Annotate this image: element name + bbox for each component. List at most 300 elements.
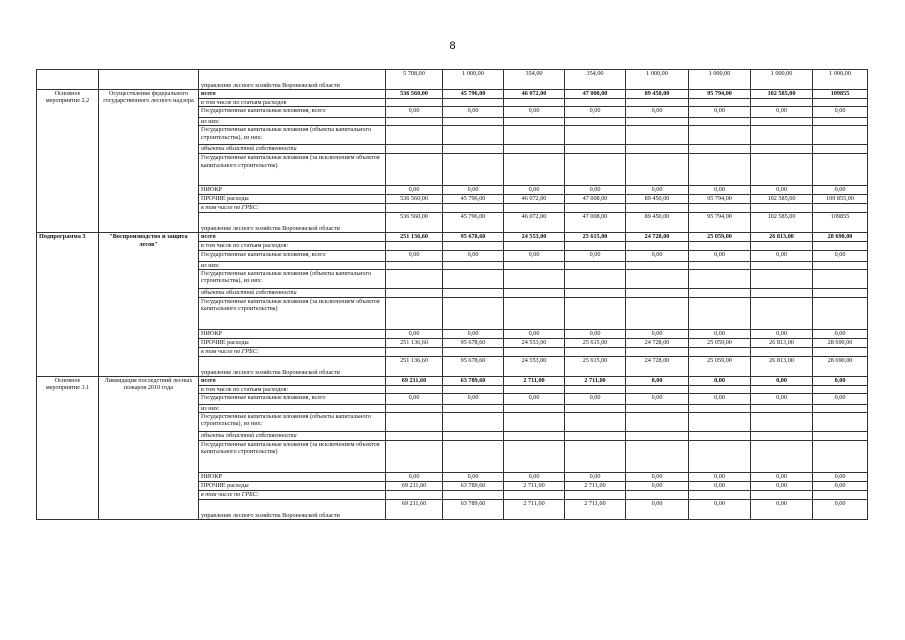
value-cell	[504, 242, 565, 250]
value-cell: 0,00	[386, 394, 443, 405]
value-cell: 95 794,00	[689, 195, 751, 204]
value-cell	[565, 347, 626, 356]
value-cell: 0,00	[504, 329, 565, 338]
value-cell: 25 615,00	[565, 233, 626, 242]
value-cell	[689, 347, 751, 356]
row-label: НИОКР	[199, 329, 386, 338]
value-cell	[565, 126, 626, 145]
value-cell: 2 711,00	[504, 500, 565, 520]
value-cell	[813, 154, 868, 186]
value-cell: 46 072,00	[504, 90, 565, 99]
value-cell: 0,00	[813, 482, 868, 491]
value-cell: 0,00	[813, 500, 868, 520]
value-cell	[689, 204, 751, 213]
value-cell	[504, 145, 565, 154]
value-cell	[386, 204, 443, 213]
value-cell	[565, 242, 626, 250]
value-cell: 0,00	[626, 376, 689, 385]
value-cell	[565, 385, 626, 393]
value-cell	[689, 154, 751, 186]
row-label: в том числе по ГРБС:	[199, 204, 386, 213]
row-label: из них:	[199, 261, 386, 269]
value-cell: 0,00	[751, 482, 813, 491]
value-cell: 536 560,00	[386, 213, 443, 233]
row-label: Государственные капитальные вложения (за исключением объектов капитального строительства)	[199, 297, 386, 329]
value-cell: 0,00	[626, 329, 689, 338]
value-cell: 0,00	[386, 186, 443, 195]
value-cell: 45 796,00	[443, 213, 504, 233]
value-cell: 95 794,00	[689, 213, 751, 233]
value-cell: 24 728,00	[626, 338, 689, 347]
value-cell: 0,00	[386, 107, 443, 118]
row-label: в том числе по ГРБС:	[199, 491, 386, 500]
value-cell	[565, 297, 626, 329]
value-cell: 24 553,00	[504, 338, 565, 347]
value-cell	[626, 347, 689, 356]
value-cell: 2 711,00	[565, 482, 626, 491]
value-cell	[443, 347, 504, 356]
value-cell	[504, 126, 565, 145]
value-cell: 95 678,60	[443, 233, 504, 242]
value-cell: 1 000,00	[443, 70, 504, 90]
value-cell	[689, 242, 751, 250]
value-cell: 0,00	[504, 250, 565, 261]
value-cell	[626, 261, 689, 269]
value-cell: 5 708,00	[386, 70, 443, 90]
value-cell: 354,00	[504, 70, 565, 90]
value-cell	[626, 288, 689, 297]
value-cell: 69 211,60	[386, 482, 443, 491]
value-cell	[813, 413, 868, 432]
value-cell	[443, 145, 504, 154]
value-cell	[565, 441, 626, 473]
value-cell	[386, 242, 443, 250]
value-cell: 45 796,00	[443, 90, 504, 99]
value-cell: 0,00	[751, 376, 813, 385]
value-cell	[565, 491, 626, 500]
value-cell: 45 796,00	[443, 195, 504, 204]
value-cell	[565, 154, 626, 186]
program-code: Подпрограмма 3	[37, 233, 99, 376]
value-cell	[751, 432, 813, 441]
value-cell	[626, 385, 689, 393]
value-cell: 0,00	[504, 473, 565, 482]
value-cell	[443, 126, 504, 145]
value-cell: 0,00	[443, 107, 504, 118]
row-label: Государственные капитальные вложения, всего	[199, 394, 386, 405]
value-cell: 109855	[813, 213, 868, 233]
value-cell: 354,00	[565, 70, 626, 90]
value-cell	[565, 413, 626, 432]
value-cell: 28 690,00	[813, 338, 868, 347]
value-cell: 26 813,00	[751, 233, 813, 242]
row-label: НИОКР	[199, 186, 386, 195]
value-cell: 2 711,00	[504, 376, 565, 385]
value-cell: 0,00	[626, 394, 689, 405]
value-cell: 109 855,00	[813, 195, 868, 204]
value-cell: 0,00	[689, 376, 751, 385]
value-cell: 95 678,60	[443, 356, 504, 376]
value-cell: 24 728,00	[626, 233, 689, 242]
value-cell: 109855	[813, 90, 868, 99]
program-title: Осуществление федерального государственного лесного надзора	[99, 90, 199, 233]
value-cell: 536 560,00	[386, 90, 443, 99]
row-label: всего	[199, 90, 386, 99]
value-cell	[813, 204, 868, 213]
value-cell: 0,00	[689, 473, 751, 482]
value-cell	[751, 385, 813, 393]
value-cell: 69 211,60	[386, 376, 443, 385]
value-cell: 0,00	[689, 107, 751, 118]
value-cell: 102 585,00	[751, 90, 813, 99]
value-cell: 0,00	[813, 376, 868, 385]
value-cell: 0,00	[689, 329, 751, 338]
value-cell: 26 813,00	[751, 338, 813, 347]
row-label: Государственные капитальные вложения (за исключением объектов капитального строительства)	[199, 441, 386, 473]
value-cell	[386, 154, 443, 186]
program-code: Основное мероприятие 2.2	[37, 90, 99, 233]
value-cell: 0,00	[751, 107, 813, 118]
value-cell: 0,00	[626, 250, 689, 261]
row-label: управление лесного хозяйства Воронежской области	[199, 213, 386, 233]
value-cell	[813, 432, 868, 441]
value-cell	[386, 347, 443, 356]
row-label: в том числе по статьям расходов:	[199, 385, 386, 393]
row-label: Государственные капитальные вложения, всего	[199, 250, 386, 261]
value-cell	[689, 118, 751, 126]
row-label: управление лесного хозяйства Воронежской области	[199, 70, 386, 90]
program-title: "Воспроизводство и защита лесов"	[99, 233, 199, 376]
value-cell: 0,00	[813, 394, 868, 405]
value-cell	[751, 347, 813, 356]
value-cell	[813, 145, 868, 154]
value-cell	[386, 413, 443, 432]
value-cell	[565, 269, 626, 288]
value-cell	[689, 441, 751, 473]
value-cell	[504, 99, 565, 107]
value-cell: 95 678,60	[443, 338, 504, 347]
value-cell	[504, 154, 565, 186]
value-cell: 0,00	[565, 394, 626, 405]
value-cell: 0,00	[565, 329, 626, 338]
value-cell: 0,00	[386, 329, 443, 338]
value-cell: 0,00	[689, 500, 751, 520]
value-cell: 0,00	[689, 394, 751, 405]
row-label: Государственные капитальные вложения, всего	[199, 107, 386, 118]
value-cell	[689, 269, 751, 288]
value-cell: 536 560,00	[386, 195, 443, 204]
value-cell: 0,00	[626, 186, 689, 195]
value-cell: 0,00	[813, 329, 868, 338]
row-label: всего	[199, 233, 386, 242]
row-label: ПРОЧИЕ расходы	[199, 482, 386, 491]
value-cell	[751, 413, 813, 432]
value-cell: 28 690,00	[813, 233, 868, 242]
value-cell	[813, 441, 868, 473]
value-cell	[386, 145, 443, 154]
value-cell	[626, 154, 689, 186]
value-cell	[689, 261, 751, 269]
value-cell: 251 136,60	[386, 233, 443, 242]
value-cell: 0,00	[443, 473, 504, 482]
value-cell	[443, 118, 504, 126]
value-cell: 0,00	[443, 250, 504, 261]
value-cell: 1 000,00	[813, 70, 868, 90]
value-cell	[443, 154, 504, 186]
page-number: 8	[449, 40, 456, 52]
value-cell	[626, 99, 689, 107]
value-cell	[504, 118, 565, 126]
value-cell	[443, 99, 504, 107]
value-cell: 0,00	[813, 250, 868, 261]
value-cell	[386, 441, 443, 473]
value-cell	[504, 347, 565, 356]
value-cell	[565, 288, 626, 297]
value-cell	[443, 261, 504, 269]
table-row	[37, 90, 868, 99]
value-cell	[813, 118, 868, 126]
value-cell: 25 615,00	[565, 338, 626, 347]
value-cell: 28 690,00	[813, 356, 868, 376]
value-cell	[813, 261, 868, 269]
row-label: объекты областной собственности	[199, 432, 386, 441]
value-cell: 0,00	[386, 473, 443, 482]
value-cell: 25 059,00	[689, 233, 751, 242]
value-cell: 25 615,00	[565, 356, 626, 376]
value-cell: 0,00	[443, 394, 504, 405]
value-cell: 0,00	[751, 500, 813, 520]
value-cell: 24 553,00	[504, 233, 565, 242]
row-label: из них:	[199, 405, 386, 413]
value-cell	[813, 242, 868, 250]
value-cell	[386, 269, 443, 288]
value-cell: 0,00	[565, 186, 626, 195]
value-cell	[504, 204, 565, 213]
value-cell	[689, 126, 751, 145]
value-cell	[443, 269, 504, 288]
value-cell	[689, 385, 751, 393]
value-cell	[504, 491, 565, 500]
value-cell: 0,00	[813, 186, 868, 195]
table-row	[37, 233, 868, 242]
value-cell	[813, 405, 868, 413]
value-cell	[689, 145, 751, 154]
value-cell: 0,00	[626, 500, 689, 520]
value-cell	[689, 297, 751, 329]
value-cell	[751, 204, 813, 213]
value-cell: 0,00	[443, 186, 504, 195]
table-row	[37, 70, 868, 90]
row-label: в том числе по статьям расходов:	[199, 242, 386, 250]
value-cell: 0,00	[443, 329, 504, 338]
value-cell	[813, 297, 868, 329]
value-cell: 0,00	[504, 186, 565, 195]
value-cell: 0,00	[751, 473, 813, 482]
value-cell: 0,00	[386, 250, 443, 261]
value-cell	[386, 118, 443, 126]
value-cell	[565, 432, 626, 441]
row-label: в том числе по статьям расходов	[199, 99, 386, 107]
value-cell	[751, 242, 813, 250]
value-cell	[386, 297, 443, 329]
value-cell: 25 059,00	[689, 356, 751, 376]
value-cell: 0,00	[626, 473, 689, 482]
value-cell	[751, 145, 813, 154]
value-cell: 63 789,60	[443, 376, 504, 385]
value-cell	[626, 441, 689, 473]
value-cell	[565, 261, 626, 269]
value-cell	[751, 297, 813, 329]
value-cell	[751, 261, 813, 269]
value-cell	[751, 491, 813, 500]
value-cell	[689, 432, 751, 441]
value-cell: 0,00	[813, 473, 868, 482]
value-cell	[813, 126, 868, 145]
value-cell	[504, 288, 565, 297]
value-cell: 0,00	[626, 107, 689, 118]
value-cell: 102 585,00	[751, 195, 813, 204]
value-cell	[386, 99, 443, 107]
value-cell: 0,00	[565, 250, 626, 261]
value-cell	[813, 288, 868, 297]
value-cell	[504, 413, 565, 432]
value-cell	[504, 269, 565, 288]
row-label: всего	[199, 376, 386, 385]
value-cell: 0,00	[689, 250, 751, 261]
value-cell	[443, 242, 504, 250]
row-label: управление лесного хозяйства Воронежской области	[199, 356, 386, 376]
value-cell	[565, 145, 626, 154]
value-cell: 2 711,00	[504, 482, 565, 491]
budget-table	[36, 69, 868, 520]
value-cell: 1 000,00	[689, 70, 751, 90]
value-cell	[443, 491, 504, 500]
row-label: Государственные капитальные вложения (объекты капитального строительства), из них:	[199, 413, 386, 432]
value-cell	[751, 405, 813, 413]
value-cell	[813, 347, 868, 356]
value-cell	[626, 269, 689, 288]
table-row	[37, 376, 868, 385]
value-cell: 0,00	[626, 482, 689, 491]
value-cell: 102 585,00	[751, 213, 813, 233]
value-cell	[813, 491, 868, 500]
value-cell: 0,00	[813, 107, 868, 118]
value-cell: 0,00	[504, 394, 565, 405]
value-cell: 0,00	[565, 473, 626, 482]
value-cell: 26 813,00	[751, 356, 813, 376]
value-cell	[386, 288, 443, 297]
value-cell	[443, 385, 504, 393]
value-cell	[626, 297, 689, 329]
value-cell	[689, 491, 751, 500]
value-cell	[565, 405, 626, 413]
value-cell	[626, 491, 689, 500]
value-cell: 251 136,60	[386, 338, 443, 347]
value-cell: 0,00	[689, 482, 751, 491]
program-title: Ликвидация последствий лесных пожаров 2010 года	[99, 376, 199, 519]
value-cell	[386, 491, 443, 500]
value-cell	[813, 385, 868, 393]
value-cell: 1 000,00	[626, 70, 689, 90]
value-cell: 1 000,00	[751, 70, 813, 90]
value-cell: 25 059,00	[689, 338, 751, 347]
program-code: Основное мероприятие 3.1	[37, 376, 99, 519]
row-label: из них:	[199, 118, 386, 126]
value-cell	[386, 405, 443, 413]
value-cell	[751, 269, 813, 288]
value-cell	[386, 261, 443, 269]
value-cell	[751, 154, 813, 186]
row-label: Государственные капитальные вложения (объекты капитального строительства), из них:	[199, 269, 386, 288]
value-cell	[386, 126, 443, 145]
value-cell	[689, 405, 751, 413]
value-cell: 46 072,00	[504, 213, 565, 233]
value-cell: 89 450,00	[626, 90, 689, 99]
value-cell: 89 450,00	[626, 195, 689, 204]
value-cell	[565, 118, 626, 126]
value-cell: 0,00	[565, 107, 626, 118]
value-cell	[751, 126, 813, 145]
value-cell	[689, 413, 751, 432]
value-cell	[504, 432, 565, 441]
value-cell	[751, 441, 813, 473]
value-cell	[443, 204, 504, 213]
value-cell	[443, 413, 504, 432]
value-cell: 0,00	[751, 394, 813, 405]
value-cell	[504, 261, 565, 269]
value-cell: 69 211,60	[386, 500, 443, 520]
value-cell	[626, 126, 689, 145]
value-cell	[443, 432, 504, 441]
value-cell: 24 728,00	[626, 356, 689, 376]
row-label: Государственные капитальные вложения (объекты капитального строительства), из них:	[199, 126, 386, 145]
value-cell	[504, 441, 565, 473]
row-label: ПРОЧИЕ расходы	[199, 338, 386, 347]
value-cell	[689, 99, 751, 107]
value-cell	[751, 118, 813, 126]
value-cell	[386, 385, 443, 393]
value-cell: 47 008,00	[565, 195, 626, 204]
value-cell	[751, 99, 813, 107]
value-cell	[626, 118, 689, 126]
value-cell: 0,00	[751, 250, 813, 261]
row-label: НИОКР	[199, 473, 386, 482]
value-cell	[751, 288, 813, 297]
value-cell	[813, 99, 868, 107]
value-cell: 24 553,00	[504, 356, 565, 376]
value-cell	[626, 242, 689, 250]
value-cell: 63 789,60	[443, 482, 504, 491]
value-cell	[443, 441, 504, 473]
value-cell	[565, 99, 626, 107]
value-cell: 95 794,00	[689, 90, 751, 99]
value-cell: 0,00	[751, 186, 813, 195]
row-label: ПРОЧИЕ расходы	[199, 195, 386, 204]
value-cell	[813, 269, 868, 288]
value-cell: 0,00	[689, 186, 751, 195]
empty-cell	[37, 70, 99, 90]
row-label: Государственные капитальные вложения (за исключением объектов капитального строительства)	[199, 154, 386, 186]
value-cell	[689, 288, 751, 297]
value-cell: 63 789,60	[443, 500, 504, 520]
value-cell: 2 711,00	[565, 376, 626, 385]
value-cell	[443, 288, 504, 297]
value-cell: 89 450,00	[626, 213, 689, 233]
value-cell	[565, 204, 626, 213]
value-cell	[626, 145, 689, 154]
value-cell	[626, 405, 689, 413]
value-cell: 0,00	[751, 329, 813, 338]
